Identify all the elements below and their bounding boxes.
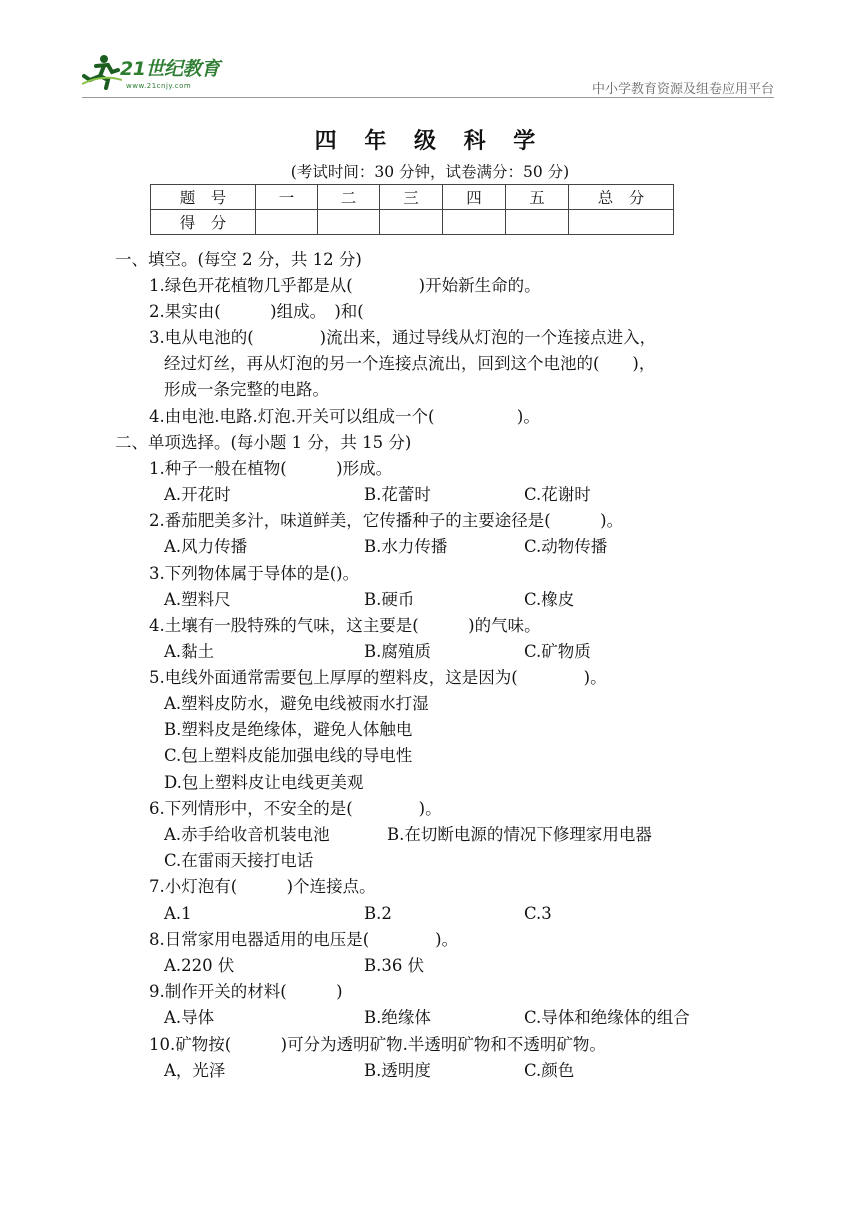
page-header bbox=[0, 0, 860, 100]
option: C.矿物质 bbox=[524, 642, 591, 661]
option: B.36 伏 bbox=[364, 956, 425, 975]
option: D.包上塑料皮让电线更美观 bbox=[164, 773, 364, 792]
exam-info: (考试时间：30 分钟，试卷满分：50 分) bbox=[290, 163, 570, 181]
question: 7.小灯泡有( )个连接点。 bbox=[149, 877, 376, 896]
question: 2.番茄肥美多汁，味道鲜美，它传播种子的主要途径是( )。 bbox=[149, 511, 624, 530]
option: C.动物传播 bbox=[524, 537, 608, 556]
runner-icon bbox=[82, 54, 122, 90]
question: 5.电线外面通常需要包上厚厚的塑料皮，这是因为( )。 bbox=[149, 668, 607, 687]
option: C.在雷雨天接打电话 bbox=[164, 851, 314, 870]
platform-label: 中小学教育资源及组卷应用平台 bbox=[591, 82, 774, 97]
option: B.塑料皮是绝缘体，避免人体触电 bbox=[164, 720, 413, 739]
option: B.花蕾时 bbox=[364, 485, 431, 504]
option: B.腐殖质 bbox=[364, 642, 431, 661]
option: B.绝缘体 bbox=[364, 1008, 431, 1027]
option: A.风力传播 bbox=[164, 537, 248, 556]
score-header-cell: 四 bbox=[443, 185, 506, 210]
option: C.花谢时 bbox=[524, 485, 591, 504]
question: 4.由电池.电路.灯泡.开关可以组成一个( )。 bbox=[149, 407, 540, 426]
page-title: 四 年 级 科 学 bbox=[314, 129, 546, 154]
logo-url: www.21cnjy.com bbox=[126, 82, 192, 90]
score-cell[interactable] bbox=[318, 210, 380, 235]
score-table-header-row bbox=[151, 185, 674, 210]
score-header-cell: 五 bbox=[506, 185, 569, 210]
option: C.3 bbox=[524, 904, 552, 923]
question: 9.制作开关的材料( ) bbox=[149, 982, 343, 1001]
question: 3.下列物体属于导体的是()。 bbox=[149, 564, 360, 583]
score-cell[interactable] bbox=[256, 210, 318, 235]
section-heading: 二、单项选择。(每小题 1 分，共 15 分) bbox=[115, 433, 412, 452]
score-header-cell: 总 分 bbox=[569, 185, 674, 210]
score-header-cell: 题 号 bbox=[151, 185, 256, 210]
option: B.2 bbox=[364, 904, 392, 923]
score-cell[interactable] bbox=[443, 210, 506, 235]
score-cell[interactable] bbox=[569, 210, 674, 235]
option: A.塑料尺 bbox=[164, 590, 231, 609]
score-cell[interactable] bbox=[380, 210, 443, 235]
question: 3.电从电池的( )流出来，通过导线从灯泡的一个连接点进入， bbox=[149, 328, 657, 347]
option: C.包上塑料皮能加强电线的导电性 bbox=[164, 746, 413, 765]
option: A.塑料皮防水，避免电线被雨水打湿 bbox=[164, 694, 429, 713]
option: A.1 bbox=[164, 904, 192, 923]
option: A.开花时 bbox=[164, 485, 231, 504]
option: B.透明度 bbox=[364, 1061, 431, 1080]
section-heading: 一、填空。(每空 2 分，共 12 分) bbox=[115, 250, 362, 269]
option: B.硬币 bbox=[364, 590, 415, 609]
option: C.橡皮 bbox=[524, 590, 575, 609]
score-table bbox=[150, 184, 674, 235]
option: B.在切断电源的情况下修理家用电器 bbox=[387, 825, 652, 844]
question: 1.绿色开花植物几乎都是从( )开始新生命的。 bbox=[149, 276, 541, 295]
option: A.赤手给收音机装电池 bbox=[164, 825, 330, 844]
question: 2.果实由( )组成。 )和( bbox=[149, 302, 364, 321]
score-header-cell: 三 bbox=[380, 185, 443, 210]
option: A，光泽 bbox=[164, 1061, 226, 1080]
option: A.220 伏 bbox=[164, 956, 235, 975]
logo bbox=[82, 52, 272, 98]
question: 4.土壤有一股特殊的气味，这主要是( )的气味。 bbox=[149, 616, 541, 635]
score-header-cell: 一 bbox=[256, 185, 318, 210]
question: 8.日常家用电器适用的电压是( )。 bbox=[149, 930, 459, 949]
question-continuation: 经过灯丝，再从灯泡的另一个连接点流出，回到这个电池的( )， bbox=[164, 354, 656, 373]
option: A.黏土 bbox=[164, 642, 215, 661]
question: 6.下列情形中，不安全的是( )。 bbox=[149, 799, 442, 818]
header-divider bbox=[82, 97, 774, 98]
score-header-cell: 二 bbox=[318, 185, 380, 210]
question-continuation: 形成一条完整的电路。 bbox=[164, 380, 329, 399]
option: C.颜色 bbox=[524, 1061, 575, 1080]
score-table-score-row bbox=[151, 210, 674, 235]
logo-text: 21世纪教育 bbox=[120, 58, 220, 80]
option: B.水力传播 bbox=[364, 537, 448, 556]
score-cell[interactable] bbox=[506, 210, 569, 235]
question: 10.矿物按( )可分为透明矿物.半透明矿物和不透明矿物。 bbox=[149, 1035, 606, 1054]
question: 1.种子一般在植物( )形成。 bbox=[149, 459, 393, 478]
option: C.导体和绝缘体的组合 bbox=[524, 1008, 690, 1027]
score-row-label: 得 分 bbox=[151, 210, 256, 235]
option: A.导体 bbox=[164, 1008, 215, 1027]
